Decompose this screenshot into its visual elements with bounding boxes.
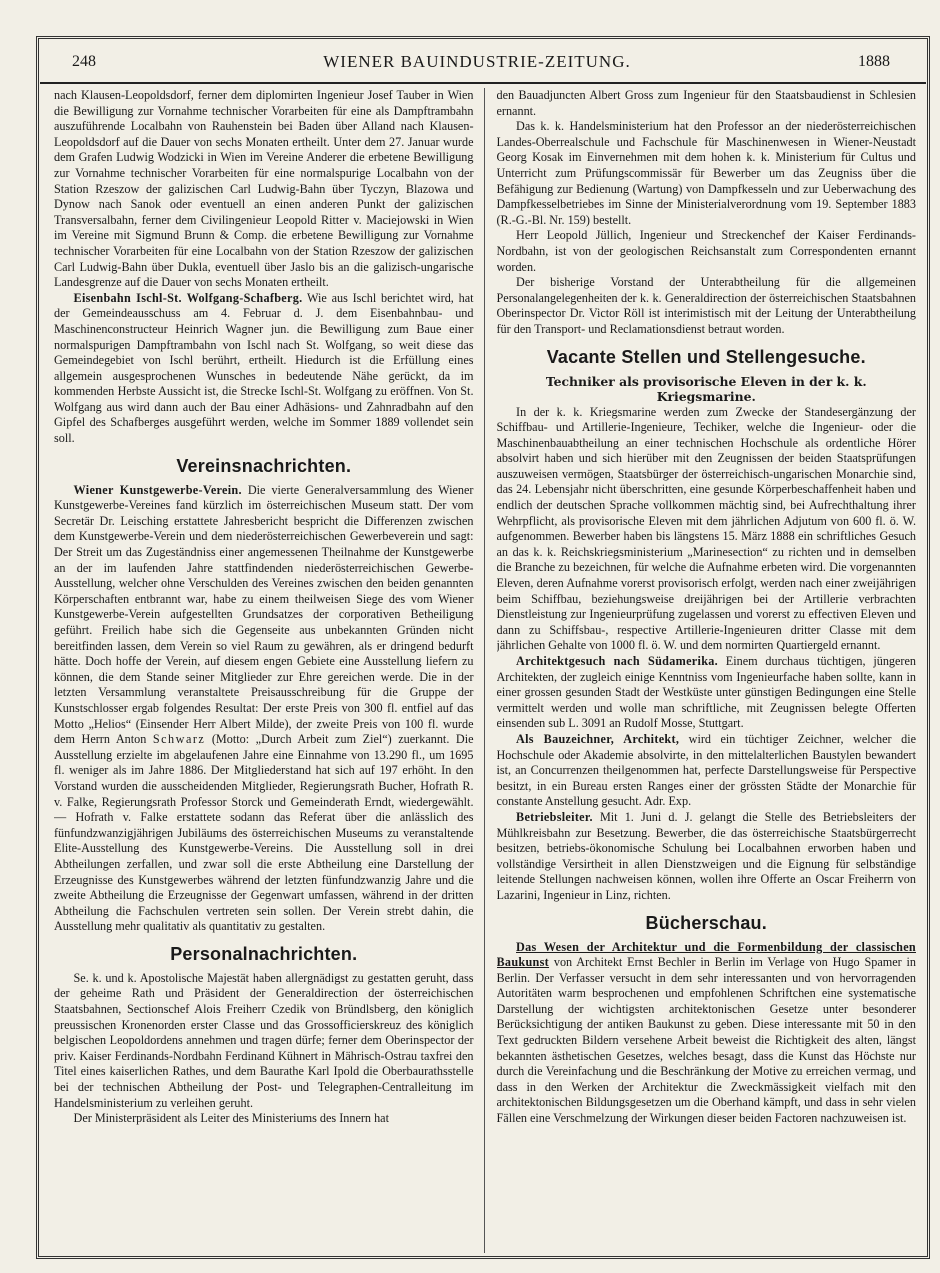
section-heading-personalnachrichten: Personalnachrichten. [170, 943, 358, 964]
article-roell: Der bisherige Vorstand der Unterabtheilung für die allgemeinen Personalangelegenheiten der k. k. Generaldirection der österreichischen Staatsbahnen Oberinspector Dr. Victor Röll ist interimistisch mit der Leitung der Unterabtheilung für den Transport- und Reclamationsdienst betraut worden. [496, 275, 916, 336]
article-lead: Eisenbahn Ischl-St. Wolfgang-Schafberg. [73, 290, 303, 305]
article-body: wird ein tüchtiger Zeichner, welcher die Hochschule oder Akademie absolvirte, in den mittelalterlichen Baustylen bewandert ist, an Concurrenzen theilgenommen hat, perfecte Darstellungsweise für Perspective besitzt, in ein Bureau ersten Ranges einer der grössten Städte der Monarchie für constante Anstellung gesucht. Adr. Exp. [496, 731, 916, 809]
article-juellich: Herr Leopold Jüllich, Ingenieur und Streckenchef der Kaiser Ferdinands-Nordbahn, ist von der geologischen Reichsanstalt zum Correspondenten ernannt worden. [496, 228, 916, 274]
masthead-title: WIENER BAUINDUSTRIE-ZEITUNG. [323, 52, 631, 71]
article-lead: Wiener Kunstgewerbe-Verein. [73, 482, 242, 497]
section-heading-buecherschau: Bücherschau. [645, 912, 767, 933]
article-lead: Als Bauzeichner, Architekt, [516, 731, 680, 746]
spaced-name: Schwarz [152, 732, 206, 747]
article-ischl-wolfgang [54, 291, 474, 447]
article-body: Wie aus Ischl berichtet wird, hat der Gemeindeausschuss am 4. Februar d. J. dem Eisenbahnbau- und Maschinenconstructeur Heinrich Wagner jun. die Bewilligung zum Baue einer normalspurigen Dampftrambahn von Ischl nach St. Wolfgang, so weit diese das Gemeindegebiet von Ischl berührt, ertheilt. Hiedurch ist die Erfüllung eines allgemein ausgesprochenen Wunsches in bedeutende Nähe gerückt, da im kommenden Herbste Aussicht ist, die Strecke Ischl-St. Wolfgang zu eröffnen. Von St. Wolfgang aus wird dann auch der Bau einer Adhäsions- und Zahnradbahn auf den Gipfel des Schafberges ausgeführt werden, welche im Sommer 1889 vollendet sein soll. [54, 290, 474, 446]
article-body: (Motto: „Durch Arbeit zum Ziel“) zuerkannt. Die Ausstellung erzielte im abgelaufenen Jahre eine Einnahme von 13.290 fl., um 1695 fl. weniger als im Jahre 1886. Der Mitgliederstand hat sich auf 197 erhöht. In den Vorstand wurden die ausscheidenden Mitglieder, Regierungsrath Bucher, Hofrath R. v. Falke, Regierungsrath Professor Storck und Gemeinderath Erndt, wiedergewählt. — Hofrath v. Falke erstattete sodann das Referat über die anlässlich des fünfundzwanzigjährigen Jubiläums des österreichischen Museums zu veranstaltende Elite-Ausstellung des Kunstgewerbe-Vereins. Die Ausstellung soll in drei Abtheilungen zerfallen, und zwar soll die erste Abtheilung eine Darstellung der Erzeugnisse des Kunstgewerbes während der letzten fünfundzwanzig Jahre und die zweite Abtheilung die Erzeugnisse der Gegenwart umfassen, während in der dritten Abtheilung die Fachschulen vertreten sein sollen. Der Verein strebt dahin, die Ausstellung mehr qualitativ als quantitativ zu gestalten. [54, 732, 474, 934]
article-kunstgewerbe-verein [54, 483, 474, 935]
right-column [497, 88, 917, 1253]
article-kriegsmarine: In der k. k. Kriegsmarine werden zum Zwecke der Standesergänzung der Schiffbau- und Artillerie-Ingenieure, Techiker, welche die Ingenieur- oder die Maschinenbauabtheilung an einer technischen Hochschule als ordentliche Hörer absolvirt haben und sich hierüber mit den Zeugnissen der beiden Staatsprüfungen auszuweisen vermögen, Staatsbürger der österreichisch-ungarischen Monarchie sind, das 24. Lebensjahr nicht überschritten, eine gesunde Körperbeschaffenheit haben und endlich der deutschen Sprache vollkommen mächtig sind, bei Aufrechthaltung ihrer Wehrpflicht, als provisorische Eleven mit dem jährlichen Adjutum von 600 fl. ö. W. aufgenommen. Bewerber haben bis längstens 15. März 1888 ein schriftliches Gesuch an das k. k. Reichskriegsministerium „Marinesection“ zu richten und in demselben die Branche zu bezeichnen, für welche die Aufnahme erbeten wird. Die vorgenannten Eleven, deren Aufnahme vorerst provisorisch erfolgt, werden nach einer zweijährigen beim Schiffbau, beziehungsweise dreijährigen bei der Artillerie verbrachten Dienstleistung zur Ingenieurprüfung zugelassen und vorerst zu effectiven Eleven und dann zu Schiffsbau-, respective Artillerie-Ingenieuren dritter Classe mit dem jährlichen Gehalte von 1000 fl. ö. W. und dem normirten Quartiergeld ernannt. [496, 404, 916, 653]
section-heading-vacante-stellen: Vacante Stellen und Stellengesuche. [546, 346, 866, 367]
section-heading-vereinsnachrichten: Vereinsnachrichten. [176, 455, 352, 476]
article-localbahn-continued: nach Klausen-Leopoldsdorf, ferner dem diplomirten Ingenieur Josef Tauber in Wien die Bewilligung zur Vornahme technischer Vorarbeiten für eine als Dampftrambahn auszuführende Localbahn von Rauhenstein bei Baden über Alland nach Klausen-Leopoldsdorf auf die Dauer von sechs Monaten ertheilt. Unter dem 27. Januar wurde dem Grafen Ludwig Wodzicki in Wien im Vereine Anderer die erbetene Bewilligung zur Vornahme technischer Vorarbeiten für eine normalspurige Localbahn von der Station Rzeszow der galizischen Carl Ludwig-Bahn über Tyczyn, Blazowa und Dynow nach Sanok oder eventuell an einen anderen Punkt der galizischen Transversalbahn, ferner dem Civilingenieur Leopold Ritter v. Maciejowski in Wien im Vereine mit Sigmund Brunn & Comp. die erbetene Bewilligung zur Vornahme technischer Vorarbeiten für eine Localbahn von der Station Rzeszow der galizischen Carl Ludwig-Bahn über Dukla, eventuell über Jaslo bis an die galizisch-ungarische Landesgrenze auf die Dauer von sechs Monaten ertheilt. [54, 88, 474, 290]
page-number: 248 [72, 53, 96, 70]
article-wesen-der-architektur [497, 940, 917, 1127]
article-handelsministerium: Das k. k. Handelsministerium hat den Professor an der niederösterreichischen Landes-Oberrealschule und Fachschule für Maschinenwesen in Wiener-Neustadt Georg Kosak im Einvernehmen mit dem hohen k. k. Ministerium für Cultus und Unterricht zum Prüfungscommissär für Bewerber um das Zeugniss über die Befähigung zur Bedienung (Wartung) von Dampfkesseln und zur Ueberwachung des Dampfkesselbetriebes im Sinne der Ministerialverordnung vom 19. September 1883 (R.-G.-Bl. Nr. 159) bestellt. [496, 119, 916, 227]
article-personal-continued: den Bauadjuncten Albert Gross zum Ingenieur für den Staatsbaudienst in Schlesien ernannt. [496, 88, 916, 118]
article-body: von Architekt Ernst Bechler in Berlin im Verlage von Hugo Spamer in Berlin. Der Verfasser versucht in dem sehr interessanten und von hervorragenden Autoritäten warm besprochenen und empfohlenen Schriftchen eine systematische Darstellung der wichtigsten architektonischen Gesetze unter besonderer Berücksichtigung der antiken Baukunst zu geben. Diese interessante mit 50 in den Text gedruckten Bildern versehene Arbeit beweist die Richtigkeit des alten, längst bekannten ästhetischen Gesetzes, welches besagt, dass die Kunst das Höchste nur durch die Vereinfachung und die Beschränkung der Motive zu erreichen vermag, und dass in den Werken der Architektur die Zweckmässigkeit vielfach mit den architektonischen Bildungsgesetzen um die Oberhand kämpft, und dass in sehr vielen Fällen eine Verschmelzung der Wirkungen dieser beiden Factoren nachzuweisen ist. [496, 955, 916, 1126]
article-personal-ministerpraesident: Der Ministerpräsident als Leiter des Ministeriums des Innern hat [73, 1111, 389, 1126]
article-architektgesuch [497, 654, 917, 732]
subheading-techniker-eleven: Techniker als provisorische Eleven in der k. k. Kriegsmarine. [545, 373, 867, 404]
issue-year: 1888 [857, 53, 890, 70]
left-column [54, 88, 485, 1253]
article-body: Einem durchaus tüchtigen, jüngeren Architekten, der zugleich einige Kenntniss vom Ingenieurfache haben sollte, kann in einer grossen gesunden Stadt der Westküste unter günstigen Bedingungen eine Stelle vermittelt werden und wolle man schriftliche, mit Zeugnissen belegte Offerten einsenden sub L. 3091 an Rudolf Mosse, Stuttgart. [496, 654, 916, 731]
article-body: Die vierte Generalversammlung des Wiener Kunstgewerbe-Vereines fand kürzlich im österreichischen Museum statt. Der vom Secretär Dr. Leisching erstattete Jahresbericht bespricht die Differenzen zwischen dem Kunstgewerbe-Verein und dem niederösterreichischen Gewerbeverein und sagt: Der Streit um das Zugeständniss einer angemessenen Theilnahme der Kunstgewerbe an der im laufenden Jahre stattfindenden niederösterreichischen Gewerbe-Ausstellung, welcher ohne Verschulden des Vereines zwischen den beiden genannten Körperschaften entbrannt war, habe zu einem theilweisen Siege des vom Wiener Kunstgewerbe-Verein aufgestellten Grundsatzes der corporativen Betheiligung geführt. Freilich habe sich die Gegenseite aus unbekannten Gründen nicht bereitfinden lassen, dem Verein so viel Raum zu gewähren, als er dringend bedurft hätte. Doch hoffe der Verein, auf diesem engen Gebiete eine Ausstellung liefern zu können, die dem Stande seiner Mitglieder zur Ehre gereichen werde. Die in der letzten Versammlung veranstaltete Preisausschreibung für die Gruppe der Kunstschlosser ergab folgendes Resultat: Der erste Preis von 300 fl. entfiel auf das Motto „Helios“ (Einsender Herr Albert Milde), der zweite Preis von 100 fl. wurde dem Herrn Anton [54, 482, 474, 747]
article-betriebsleiter [497, 810, 917, 904]
text-columns [54, 88, 916, 1253]
article-body: Mit 1. Juni d. J. gelangt die Stelle des Betriebsleiters der Mühlkreisbahn zur Besetzung. Bewerber, die das österreichische Staatsbürgerrecht besitzen, betriebs-ökonomische Schulung bei Localbahnen erworben haben und vollständige Versirtheit in allen Dienstzweigen und die Eignung für selbständige leitende Stellungen nachweisen können, wollen ihre Offerte an Oscar Freiherrn von Lazarini, Ingenieur in Linz, richten. [496, 809, 916, 902]
article-personal-majestaet: Se. k. und k. Apostolische Majestät haben allergnädigst zu gestatten geruht, dass der geheime Rath und Präsident der Generaldirection der österreichischen Staatsbahnen, Sectionschef Alois Freiherr Czedik von Bründlsberg, den königlich preussischen Kronenorden erster Classe und das Grossofficierskreuz des königlich belgischen Leopoldordens annehmen und tragen dürfe; ferner dem Oberinspector der priv. Kaiser Ferdinands-Nordbahn Ferdinand Kühnert in Mährisch-Ostrau taxfrei den Titel eines kaiserlichen Rathes, und dem Baurathe Karl Ipold die Oberbaurathsstelle bei der technischen Abtheilung der Post- und Telegraphen-Centralleitung im Handelsministerium zu verleihen geruht. [54, 970, 474, 1110]
page-header [40, 42, 926, 84]
article-bauzeichner [497, 732, 917, 810]
article-lead: Betriebsleiter. [516, 809, 593, 824]
article-lead: Architektgesuch nach Südamerika. [516, 654, 719, 668]
book-title: Das Wesen der Architektur und die Formenbildung der classischen Baukunst [496, 939, 916, 970]
